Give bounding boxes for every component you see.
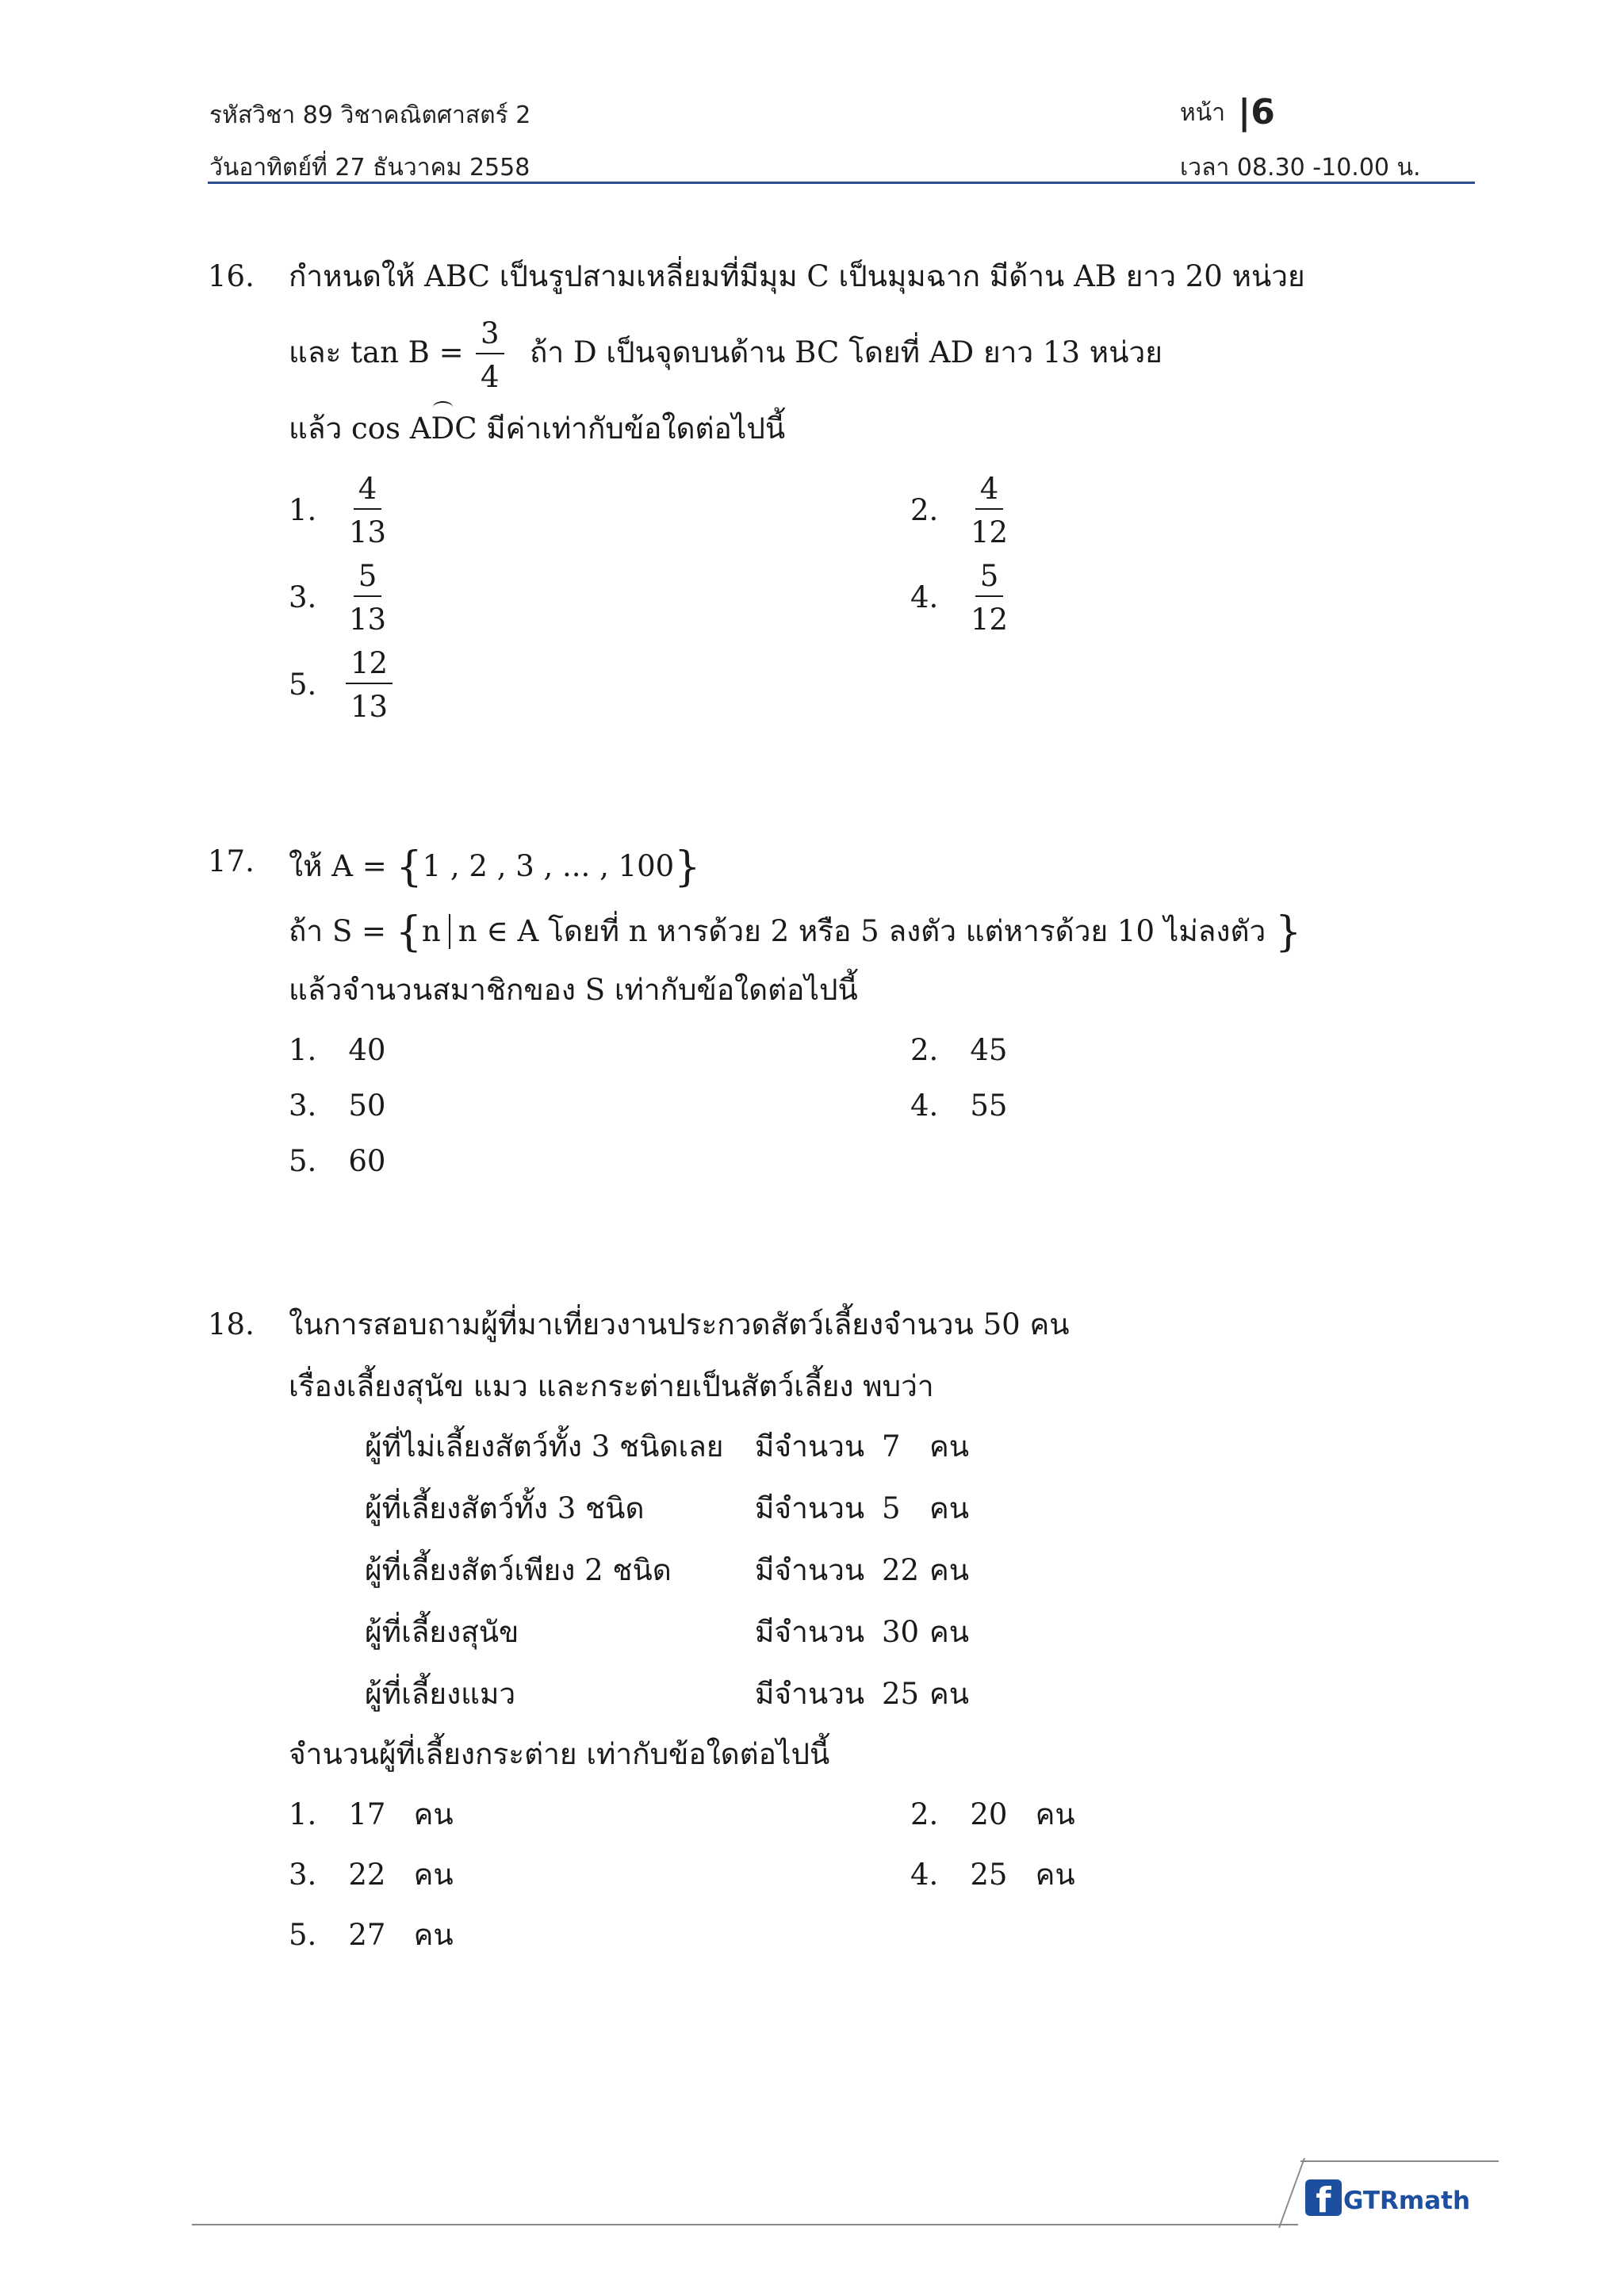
- q18-row-label: ผู้ที่ไม่เลี้ยงสัตว์ทั้ง 3 ชนิดเลย: [365, 1429, 724, 1464]
- q18-row-value: 22: [882, 1553, 920, 1587]
- page-number: |6: [1238, 92, 1275, 132]
- fraction-denominator: 12: [971, 515, 1009, 549]
- q18-row-label: ผู้ที่เลี้ยงแมว: [365, 1677, 516, 1711]
- q17-line1: [289, 844, 701, 891]
- q18-option-1: 1. 17 คน: [289, 1797, 454, 1831]
- q16-option-2-number: 2.: [910, 493, 939, 527]
- q18-line2: เรื่องเลี้ยงสุนัข แมว และกระต่ายเป็นสัตว์เลี้ยง พบว่า: [289, 1369, 934, 1403]
- brace-close: }: [674, 844, 701, 891]
- q17-set-var: n: [421, 914, 441, 948]
- q18-row-label: ผู้ที่เลี้ยงสัตว์เพียง 2 ชนิด: [365, 1553, 672, 1587]
- q16-line3-suffix: C มีค่าเท่ากับข้อใดต่อไปนี้: [454, 411, 786, 446]
- q18-row-label: ผู้ที่เลี้ยงสัตว์ทั้ง 3 ชนิด: [365, 1491, 645, 1525]
- q16-tan-fraction: [476, 316, 504, 394]
- q17-line2: [289, 909, 1302, 956]
- header-divider: [208, 182, 1475, 184]
- q16-option-5-number: 5.: [289, 668, 317, 702]
- q18-row-value: 25: [882, 1677, 920, 1711]
- q17-option-1: 1. 40: [289, 1033, 386, 1067]
- q18-line3: จำนวนผู้ที่เลี้ยงกระต่าย เท่ากับข้อใดต่อไปนี้: [289, 1737, 830, 1771]
- q18-row-unit: คน: [929, 1553, 970, 1587]
- q18-row-value: 30: [882, 1615, 920, 1649]
- footer-divider-top: [1300, 2160, 1499, 2162]
- q16-option-4-number: 4.: [910, 580, 939, 614]
- fraction-numerator: 4: [975, 474, 1004, 510]
- fraction-numerator: 5: [975, 561, 1004, 597]
- q18-line1: ในการสอบถามผู้ที่มาเที่ยวงานประกวดสัตว์เลี้ยงจำนวน 50 คน: [289, 1307, 1070, 1341]
- brand-name: GTRmath: [1343, 2187, 1471, 2215]
- fraction-denominator: 4: [481, 360, 500, 394]
- q16-line2-suffix: ถ้า D เป็นจุดบนด้าน BC โดยที่ AD ยาว 13 หน่วย: [530, 335, 1162, 369]
- q17-number: 17.: [208, 844, 255, 878]
- q16-option-5-fraction: [346, 646, 393, 724]
- q18-row-mid: มีจำนวน: [755, 1429, 865, 1464]
- q16-option-1-fraction: [349, 474, 386, 547]
- q18-row-value: 7: [882, 1429, 901, 1464]
- footer-divider: [192, 2224, 1298, 2225]
- facebook-icon: f: [1305, 2179, 1342, 2216]
- q17-option-3: 3. 50: [289, 1089, 386, 1123]
- angle-hat: D: [431, 411, 455, 446]
- q17-set-condition: n ∈ A โดยที่ n หารด้วย 2 หรือ 5 ลงตัว แต่หารด้วย 10 ไม่ลงตัว: [458, 914, 1266, 948]
- q16-line3-prefix: แล้ว cos A: [289, 411, 431, 446]
- fraction-numerator: 4: [354, 474, 382, 510]
- q18-row-mid: มีจำนวน: [755, 1615, 865, 1649]
- q18-number: 18.: [208, 1307, 255, 1341]
- q16-option-4-fraction: [971, 559, 1009, 637]
- fraction-numerator: 12: [346, 649, 393, 684]
- q18-option-2: 2. 20 คน: [910, 1797, 1075, 1831]
- fraction-numerator: 5: [354, 561, 382, 597]
- brace-open: {: [395, 909, 422, 956]
- q16-option-1-number: 1.: [289, 493, 317, 527]
- q16-number: 16.: [208, 259, 255, 293]
- fraction-denominator: 13: [350, 690, 389, 724]
- q17-set-a: 1 , 2 , 3 , ... , 100: [422, 849, 675, 883]
- q16-line1: กำหนดให้ ABC เป็นรูปสามเหลี่ยมที่มีมุม C เป็นมุมฉาก มีด้าน AB ยาว 20 หน่วย: [289, 259, 1305, 293]
- fraction-denominator: 12: [971, 603, 1009, 637]
- q16-line2-prefix: และ tan B =: [289, 335, 464, 369]
- header-time: เวลา 08.30 -10.00 น.: [1180, 154, 1421, 182]
- q18-option-4: 4. 25 คน: [910, 1858, 1075, 1892]
- page-label: หน้า: [1180, 99, 1226, 127]
- q18-row-unit: คน: [929, 1491, 970, 1525]
- header-page: [1180, 92, 1275, 132]
- q18-option-5: 5. 27 คน: [289, 1918, 454, 1952]
- q17-line3: แล้วจำนวนสมาชิกของ S เท่ากับข้อใดต่อไปนี้: [289, 973, 858, 1007]
- q18-row-mid: มีจำนวน: [755, 1677, 865, 1711]
- q18-row-unit: คน: [929, 1615, 970, 1649]
- q16-option-3-number: 3.: [289, 580, 317, 614]
- q18-row-unit: คน: [929, 1429, 970, 1464]
- header-date: วันอาทิตย์ที่ 27 ธันวาคม 2558: [209, 154, 530, 182]
- q17-option-2: 2. 45: [910, 1033, 1008, 1067]
- q17-option-4: 4. 55: [910, 1089, 1008, 1123]
- q18-row-value: 5: [882, 1491, 901, 1525]
- q18-row-mid: มีจำนวน: [755, 1491, 865, 1525]
- q18-option-3: 3. 22 คน: [289, 1858, 454, 1892]
- brace-close: }: [1275, 909, 1302, 956]
- fraction-numerator: 3: [476, 319, 504, 354]
- q18-row-mid: มีจำนวน: [755, 1553, 865, 1587]
- q18-row-label: ผู้ที่เลี้ยงสุนัข: [365, 1615, 519, 1649]
- q17-line1-a: ให้ A =: [289, 849, 387, 883]
- q17-option-5: 5. 60: [289, 1144, 386, 1178]
- q18-row-unit: คน: [929, 1677, 970, 1711]
- footer-slash: [1278, 2158, 1305, 2228]
- q16-line3: [289, 411, 786, 446]
- q16-option-3-fraction: [349, 559, 387, 637]
- set-builder-bar: [449, 914, 450, 949]
- fraction-denominator: 13: [349, 603, 387, 637]
- fraction-denominator: 13: [349, 515, 387, 549]
- q16-option-2-fraction: [971, 474, 1008, 547]
- brace-open: {: [396, 844, 423, 891]
- q17-line2-a: ถ้า S =: [289, 914, 387, 948]
- header-subject: รหัสวิชา 89 วิชาคณิตศาสตร์ 2: [209, 101, 531, 129]
